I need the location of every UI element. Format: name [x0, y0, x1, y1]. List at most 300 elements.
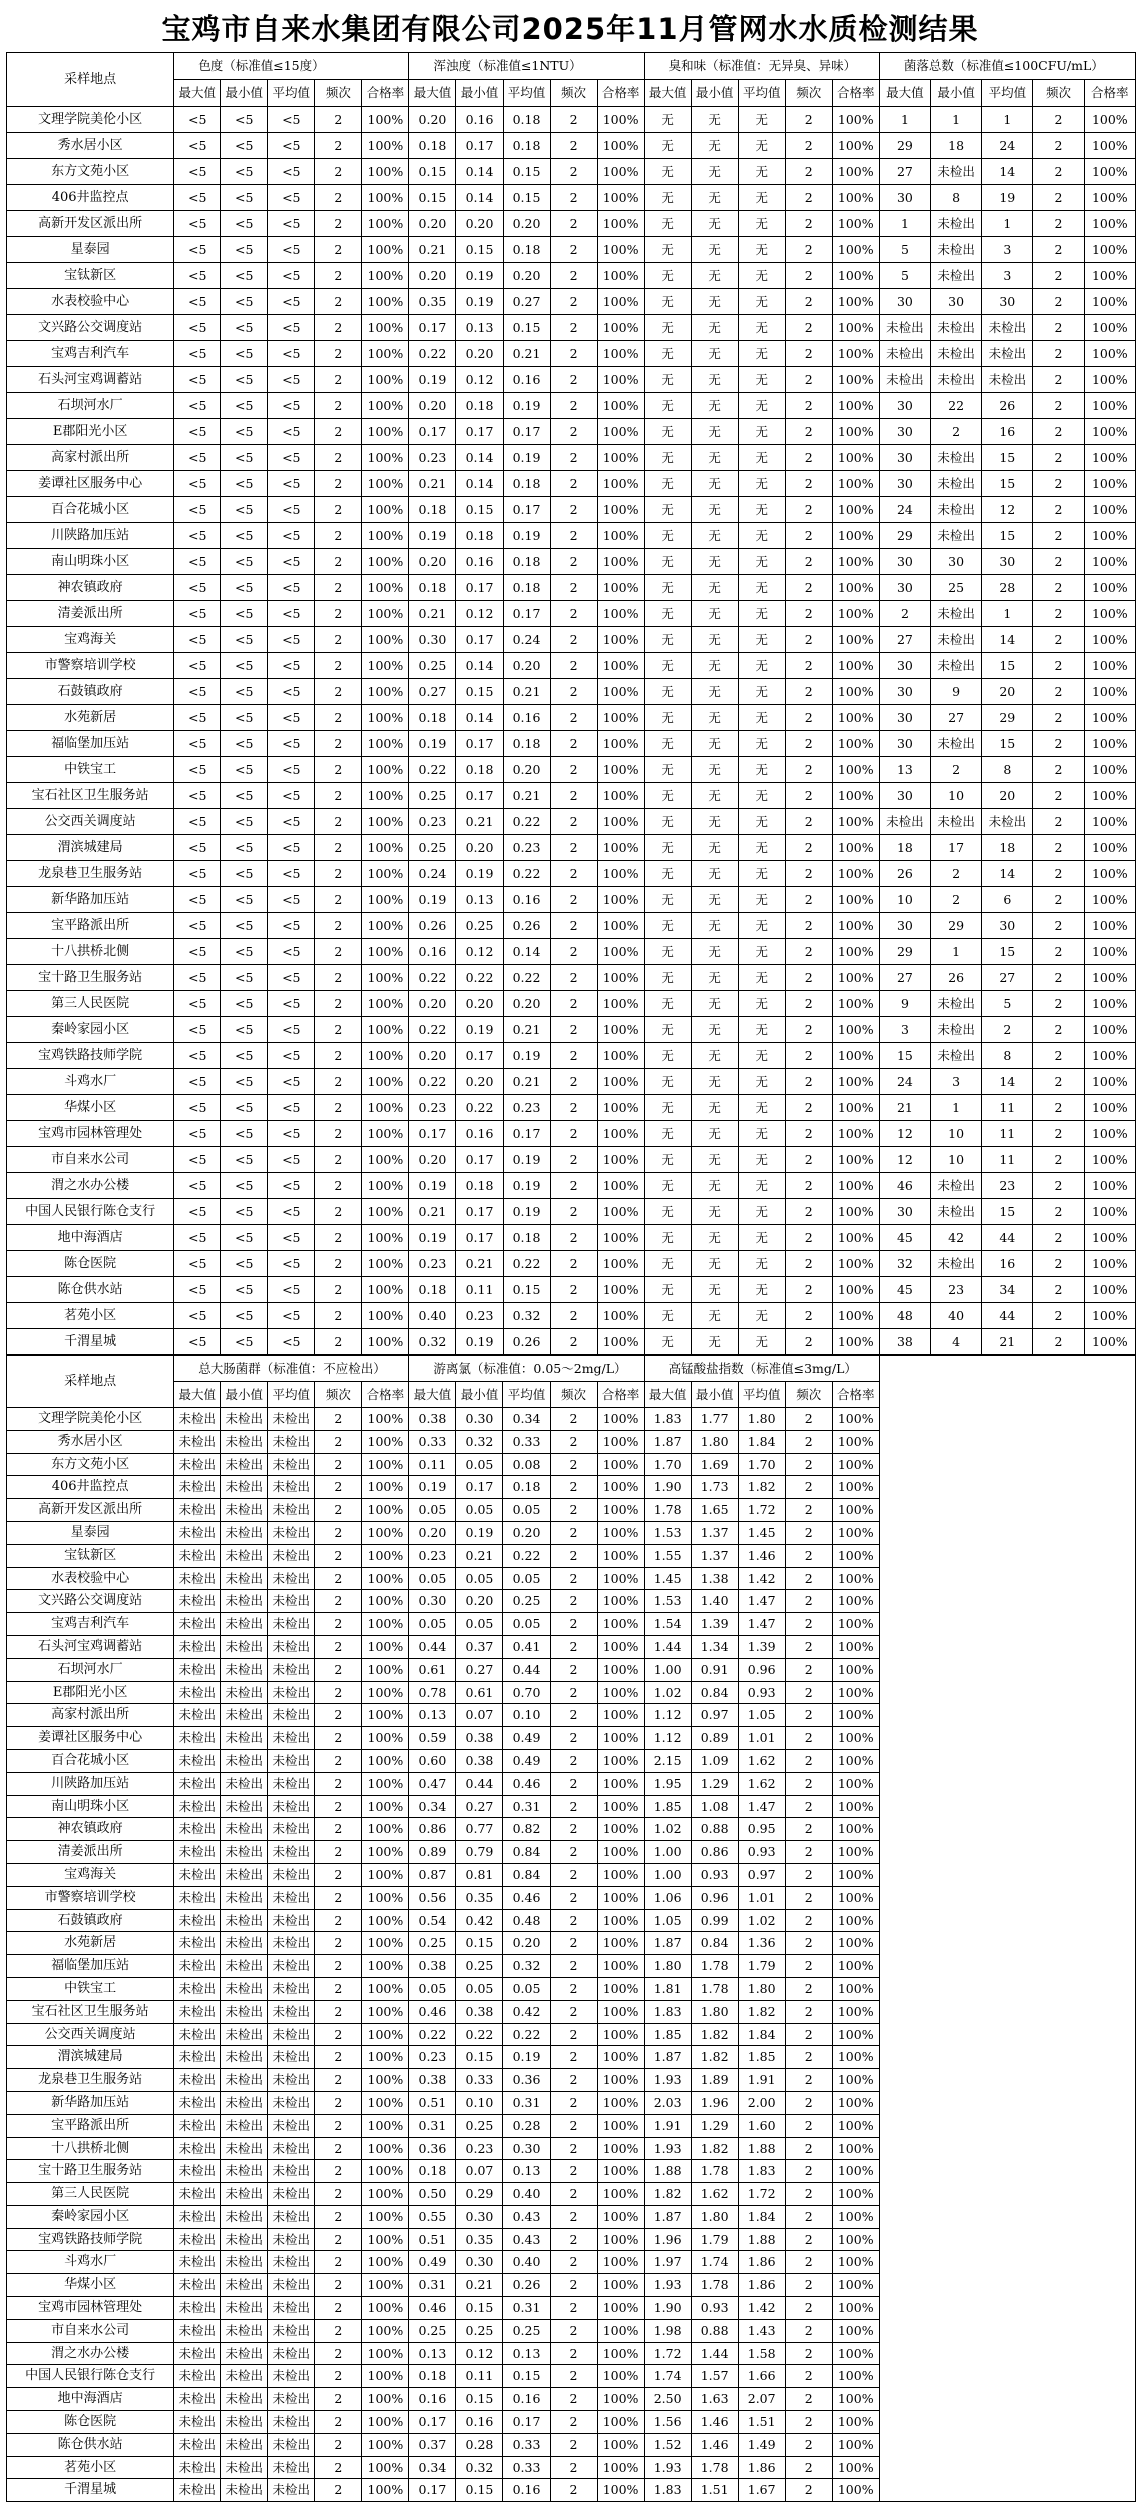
- location-cell: 文理学院美伦小区: [7, 107, 174, 133]
- value-cell: 14: [982, 861, 1033, 887]
- value-cell: 100%: [832, 991, 879, 1017]
- value-cell: 无: [738, 549, 785, 575]
- value-cell: 100%: [362, 705, 409, 731]
- value-cell: <5: [268, 757, 315, 783]
- value-cell: 0.17: [456, 731, 503, 757]
- value-cell: 2: [550, 1544, 597, 1567]
- value-cell: 2: [785, 1521, 832, 1544]
- value-cell: 未检出: [268, 1886, 315, 1909]
- value-cell: 21: [879, 1095, 930, 1121]
- value-cell: 1.01: [738, 1727, 785, 1750]
- value-cell: 0.18: [456, 393, 503, 419]
- value-cell: <5: [221, 289, 268, 315]
- value-cell: <5: [268, 965, 315, 991]
- value-cell: 未检出: [221, 1909, 268, 1932]
- results-table-2: [6, 1355, 1136, 2502]
- value-cell: 2: [785, 523, 832, 549]
- value-cell: 100%: [832, 809, 879, 835]
- value-cell: 无: [691, 497, 738, 523]
- value-cell: 1.85: [644, 1795, 691, 1818]
- value-cell: 30: [879, 653, 930, 679]
- table-row: [7, 263, 1136, 289]
- value-cell: 10: [879, 887, 930, 913]
- value-cell: 2: [315, 2046, 362, 2069]
- value-cell: 100%: [832, 2046, 879, 2069]
- value-cell: 2: [315, 1818, 362, 1841]
- value-cell: 100%: [362, 1727, 409, 1750]
- value-cell: 2: [1033, 1225, 1084, 1251]
- value-cell: 100%: [362, 2205, 409, 2228]
- value-cell: 2: [785, 1453, 832, 1476]
- value-cell: 无: [691, 679, 738, 705]
- value-cell: 1.44: [644, 1635, 691, 1658]
- value-cell: 100%: [362, 2388, 409, 2411]
- value-cell: 无: [691, 653, 738, 679]
- value-cell: 无: [738, 757, 785, 783]
- value-cell: 0.21: [503, 1069, 550, 1095]
- value-cell: 100%: [1084, 1225, 1135, 1251]
- value-cell: 2: [315, 1430, 362, 1453]
- value-cell: 100%: [832, 1329, 879, 1355]
- value-cell: 2: [785, 2228, 832, 2251]
- table-row: [7, 679, 1136, 705]
- value-cell: 100%: [832, 1521, 879, 1544]
- value-cell: 2: [550, 1681, 597, 1704]
- value-cell: 15: [982, 731, 1033, 757]
- value-cell: 0.16: [409, 2388, 456, 2411]
- value-cell: 无: [691, 783, 738, 809]
- value-cell: 2: [785, 653, 832, 679]
- value-cell: 2: [550, 419, 597, 445]
- value-cell: 2: [1033, 1121, 1084, 1147]
- value-cell: <5: [268, 809, 315, 835]
- value-cell: 100%: [597, 2000, 644, 2023]
- value-cell: 0.05: [456, 1613, 503, 1636]
- value-cell: 2: [550, 1863, 597, 1886]
- value-cell: <5: [174, 1043, 221, 1069]
- value-cell: 2: [785, 887, 832, 913]
- value-cell: 1: [931, 107, 982, 133]
- table-row: [7, 809, 1136, 835]
- value-cell: 未检出: [174, 2365, 221, 2388]
- value-cell: 100%: [1084, 991, 1135, 1017]
- value-cell: 100%: [832, 1567, 879, 1590]
- value-cell: 100%: [362, 1567, 409, 1590]
- location-cell: 川陕路加压站: [7, 1772, 174, 1795]
- value-cell: 100%: [362, 2365, 409, 2388]
- value-cell: 30: [982, 549, 1033, 575]
- value-cell: 10: [931, 1121, 982, 1147]
- table-row: [7, 1251, 1136, 1277]
- value-cell: 100%: [362, 1329, 409, 1355]
- value-cell: 未检出: [221, 1863, 268, 1886]
- value-cell: 100%: [362, 1453, 409, 1476]
- value-cell: 0.17: [456, 1199, 503, 1225]
- value-cell: 未检出: [268, 2183, 315, 2206]
- value-cell: 100%: [832, 861, 879, 887]
- value-cell: 0.93: [738, 1681, 785, 1704]
- value-cell: 未检出: [221, 1430, 268, 1453]
- value-cell: 无: [644, 159, 691, 185]
- value-cell: 0.08: [503, 1453, 550, 1476]
- value-cell: 0.27: [456, 1658, 503, 1681]
- subheader-cell: 最小值: [691, 80, 738, 107]
- value-cell: 2: [315, 1225, 362, 1251]
- value-cell: 0.22: [456, 2023, 503, 2046]
- value-cell: 2: [315, 2091, 362, 2114]
- value-cell: 0.23: [409, 1251, 456, 1277]
- value-cell: 无: [644, 627, 691, 653]
- value-cell: 14: [982, 159, 1033, 185]
- value-cell: 100%: [1084, 367, 1135, 393]
- value-cell: 0.84: [503, 1841, 550, 1864]
- value-cell: 100%: [362, 1430, 409, 1453]
- value-cell: 2: [785, 159, 832, 185]
- value-cell: 38: [879, 1329, 930, 1355]
- value-cell: 未检出: [931, 315, 982, 341]
- value-cell: 16: [982, 419, 1033, 445]
- location-cell: 宝鸡海关: [7, 1863, 174, 1886]
- value-cell: 2: [785, 1613, 832, 1636]
- value-cell: 2: [785, 1121, 832, 1147]
- value-cell: 2: [315, 185, 362, 211]
- value-cell: 2: [785, 1772, 832, 1795]
- value-cell: 0.18: [409, 2160, 456, 2183]
- value-cell: 2: [550, 1841, 597, 1864]
- value-cell: 100%: [597, 2091, 644, 2114]
- value-cell: 0.38: [409, 1955, 456, 1978]
- value-cell: 1.80: [738, 1408, 785, 1431]
- value-cell: 20: [982, 679, 1033, 705]
- value-cell: 2: [315, 705, 362, 731]
- value-cell: 1.38: [691, 1567, 738, 1590]
- value-cell: 100%: [832, 2183, 879, 2206]
- value-cell: 0.05: [503, 1977, 550, 2000]
- value-cell: 100%: [597, 1886, 644, 1909]
- value-cell: 未检出: [931, 237, 982, 263]
- value-cell: 未检出: [221, 2183, 268, 2206]
- value-cell: 100%: [832, 2114, 879, 2137]
- value-cell: 2: [550, 2114, 597, 2137]
- value-cell: 0.11: [456, 2365, 503, 2388]
- value-cell: 100%: [832, 2205, 879, 2228]
- value-cell: 未检出: [174, 1818, 221, 1841]
- value-cell: 0.05: [456, 1567, 503, 1590]
- value-cell: 1.84: [738, 2205, 785, 2228]
- value-cell: 0.14: [456, 705, 503, 731]
- value-cell: 无: [691, 991, 738, 1017]
- value-cell: <5: [268, 1303, 315, 1329]
- value-cell: <5: [268, 705, 315, 731]
- value-cell: <5: [174, 341, 221, 367]
- value-cell: 0.18: [503, 731, 550, 757]
- value-cell: 未检出: [268, 1590, 315, 1613]
- value-cell: 2: [550, 2023, 597, 2046]
- value-cell: 100%: [362, 2114, 409, 2137]
- value-cell: 未检出: [174, 2091, 221, 2114]
- value-cell: 100%: [362, 679, 409, 705]
- value-cell: 0.37: [409, 2433, 456, 2456]
- value-cell: 未检出: [931, 653, 982, 679]
- value-cell: 2: [315, 1841, 362, 1864]
- value-cell: 100%: [597, 2479, 644, 2502]
- value-cell: 100%: [362, 783, 409, 809]
- value-cell: 2: [550, 1955, 597, 1978]
- location-cell: 石鼓镇政府: [7, 679, 174, 705]
- value-cell: 2: [931, 861, 982, 887]
- value-cell: 100%: [597, 2388, 644, 2411]
- value-cell: <5: [268, 471, 315, 497]
- value-cell: 未检出: [268, 1749, 315, 1772]
- value-cell: 0.22: [503, 861, 550, 887]
- value-cell: 2: [785, 2023, 832, 2046]
- value-cell: 100%: [597, 523, 644, 549]
- value-cell: 0.18: [503, 133, 550, 159]
- location-cell: 陈仓供水站: [7, 2433, 174, 2456]
- value-cell: 2: [785, 809, 832, 835]
- value-cell: 未检出: [268, 2046, 315, 2069]
- value-cell: 无: [738, 705, 785, 731]
- subheader-cell: 频次: [315, 80, 362, 107]
- value-cell: 2: [550, 1303, 597, 1329]
- value-cell: 40: [931, 1303, 982, 1329]
- value-cell: 0.79: [456, 1841, 503, 1864]
- value-cell: 2: [315, 211, 362, 237]
- value-cell: 未检出: [221, 1977, 268, 2000]
- value-cell: <5: [268, 419, 315, 445]
- value-cell: 100%: [597, 2456, 644, 2479]
- value-cell: 2.07: [738, 2388, 785, 2411]
- value-cell: 100%: [597, 2183, 644, 2206]
- value-cell: 未检出: [268, 2114, 315, 2137]
- value-cell: 2: [315, 2342, 362, 2365]
- value-cell: <5: [174, 1069, 221, 1095]
- value-cell: 0.20: [409, 1521, 456, 1544]
- value-cell: 0.22: [409, 1017, 456, 1043]
- value-cell: 100%: [832, 2456, 879, 2479]
- value-cell: 0.27: [456, 1795, 503, 1818]
- value-cell: <5: [221, 575, 268, 601]
- value-cell: <5: [174, 991, 221, 1017]
- value-cell: 100%: [362, 263, 409, 289]
- value-cell: <5: [221, 1043, 268, 1069]
- value-cell: 0.31: [409, 2114, 456, 2137]
- location-cell: 公交西关调度站: [7, 2023, 174, 2046]
- value-cell: 23: [982, 1173, 1033, 1199]
- value-cell: 3: [982, 237, 1033, 263]
- value-cell: 无: [644, 991, 691, 1017]
- location-cell: 石头河宝鸡调蓄站: [7, 1635, 174, 1658]
- value-cell: <5: [221, 1147, 268, 1173]
- value-cell: 2: [550, 1795, 597, 1818]
- value-cell: 100%: [832, 2388, 879, 2411]
- location-cell: 市警察培训学校: [7, 653, 174, 679]
- value-cell: 未检出: [221, 2479, 268, 2502]
- value-cell: <5: [268, 1069, 315, 1095]
- value-cell: 2: [785, 2388, 832, 2411]
- value-cell: 2: [785, 1043, 832, 1069]
- value-cell: 100%: [1084, 835, 1135, 861]
- value-cell: 100%: [362, 1069, 409, 1095]
- value-cell: 未检出: [174, 2342, 221, 2365]
- value-cell: 0.32: [456, 1430, 503, 1453]
- value-cell: 100%: [362, 2319, 409, 2342]
- value-cell: 100%: [832, 237, 879, 263]
- value-cell: 无: [644, 1277, 691, 1303]
- value-cell: 100%: [597, 1251, 644, 1277]
- location-cell: 斗鸡水厂: [7, 2251, 174, 2274]
- value-cell: 无: [691, 315, 738, 341]
- value-cell: 1.84: [738, 1430, 785, 1453]
- value-cell: 1.78: [644, 1499, 691, 1522]
- location-cell: 石坝河水厂: [7, 1658, 174, 1681]
- value-cell: 100%: [1084, 1173, 1135, 1199]
- table-row: [7, 107, 1136, 133]
- value-cell: 2: [315, 1863, 362, 1886]
- value-cell: 2: [550, 965, 597, 991]
- value-cell: 2: [315, 1173, 362, 1199]
- value-cell: 2: [550, 1909, 597, 1932]
- table-row: [7, 1017, 1136, 1043]
- value-cell: 0.35: [456, 1886, 503, 1909]
- value-cell: <5: [221, 1017, 268, 1043]
- value-cell: 100%: [1084, 471, 1135, 497]
- location-cell: 第三人民医院: [7, 991, 174, 1017]
- value-cell: 2: [550, 783, 597, 809]
- value-cell: 100%: [1084, 913, 1135, 939]
- value-cell: 100%: [597, 1772, 644, 1795]
- location-cell: 东方文苑小区: [7, 1453, 174, 1476]
- value-cell: 2: [785, 1727, 832, 1750]
- value-cell: 100%: [832, 2479, 879, 2502]
- value-cell: 2: [785, 939, 832, 965]
- value-cell: 2: [315, 1453, 362, 1476]
- value-cell: 未检出: [879, 367, 930, 393]
- value-cell: 无: [738, 627, 785, 653]
- value-cell: 100%: [597, 263, 644, 289]
- value-cell: 0.70: [503, 1681, 550, 1704]
- value-cell: 3: [982, 263, 1033, 289]
- value-cell: 未检出: [221, 1955, 268, 1978]
- value-cell: 2: [785, 549, 832, 575]
- value-cell: 100%: [362, 1043, 409, 1069]
- subheader-cell: 频次: [550, 80, 597, 107]
- value-cell: 2: [315, 679, 362, 705]
- value-cell: 0.16: [503, 887, 550, 913]
- value-cell: 未检出: [174, 1932, 221, 1955]
- location-cell: 文兴路公交调度站: [7, 1590, 174, 1613]
- value-cell: 2: [550, 913, 597, 939]
- value-cell: 100%: [597, 1681, 644, 1704]
- value-cell: <5: [268, 1173, 315, 1199]
- value-cell: 0.36: [409, 2137, 456, 2160]
- value-cell: <5: [174, 211, 221, 237]
- table-row: [7, 523, 1136, 549]
- value-cell: 未检出: [174, 1658, 221, 1681]
- value-cell: 未检出: [221, 2160, 268, 2183]
- value-cell: 2: [315, 1069, 362, 1095]
- value-cell: 100%: [1084, 1095, 1135, 1121]
- value-cell: 未检出: [268, 2160, 315, 2183]
- value-cell: 未检出: [221, 1704, 268, 1727]
- table-row: [7, 601, 1136, 627]
- location-cell: 中国人民银行陈仓支行: [7, 2365, 174, 2388]
- value-cell: 2: [315, 1095, 362, 1121]
- value-cell: 100%: [362, 1841, 409, 1864]
- subheader-cell: 频次: [785, 1382, 832, 1408]
- value-cell: 2: [550, 185, 597, 211]
- value-cell: 4: [931, 1329, 982, 1355]
- value-cell: 未检出: [268, 2342, 315, 2365]
- value-cell: 无: [738, 471, 785, 497]
- value-cell: 未检出: [268, 2456, 315, 2479]
- value-cell: 2: [315, 1749, 362, 1772]
- value-cell: <5: [174, 133, 221, 159]
- value-cell: 0.22: [503, 1251, 550, 1277]
- value-cell: 2: [1033, 965, 1084, 991]
- value-cell: 100%: [362, 1635, 409, 1658]
- location-cell: 龙泉巷卫生服务站: [7, 2069, 174, 2092]
- value-cell: 无: [644, 445, 691, 471]
- table-row: [7, 549, 1136, 575]
- value-cell: 2: [315, 1017, 362, 1043]
- value-cell: 100%: [362, 1955, 409, 1978]
- value-cell: <5: [174, 393, 221, 419]
- value-cell: 2: [550, 2319, 597, 2342]
- value-cell: 1.84: [738, 2023, 785, 2046]
- table-row: [7, 913, 1136, 939]
- value-cell: 未检出: [931, 523, 982, 549]
- value-cell: 0.28: [503, 2114, 550, 2137]
- value-cell: 2: [550, 471, 597, 497]
- value-cell: 2: [550, 2000, 597, 2023]
- value-cell: 2: [550, 1521, 597, 1544]
- value-cell: <5: [221, 315, 268, 341]
- value-cell: 100%: [832, 965, 879, 991]
- value-cell: 无: [644, 601, 691, 627]
- value-cell: 未检出: [931, 471, 982, 497]
- value-cell: <5: [268, 835, 315, 861]
- value-cell: 0.18: [409, 497, 456, 523]
- value-cell: <5: [174, 445, 221, 471]
- value-cell: 100%: [362, 2160, 409, 2183]
- value-cell: 100%: [362, 315, 409, 341]
- value-cell: 100%: [597, 783, 644, 809]
- value-cell: 0.25: [409, 1932, 456, 1955]
- value-cell: 0.49: [503, 1727, 550, 1750]
- value-cell: 30: [879, 419, 930, 445]
- table-row: [7, 445, 1136, 471]
- value-cell: 2: [315, 1613, 362, 1636]
- value-cell: 2: [315, 913, 362, 939]
- value-cell: 1.62: [691, 2183, 738, 2206]
- value-cell: 0.21: [456, 1251, 503, 1277]
- value-cell: 未检出: [268, 2388, 315, 2411]
- value-cell: 1.96: [644, 2228, 691, 2251]
- value-cell: 2: [315, 2228, 362, 2251]
- value-cell: 100%: [362, 1521, 409, 1544]
- value-cell: 1.00: [644, 1658, 691, 1681]
- value-cell: 0.17: [456, 1476, 503, 1499]
- value-cell: 2: [785, 315, 832, 341]
- value-cell: 100%: [1084, 575, 1135, 601]
- value-cell: 2: [785, 575, 832, 601]
- value-cell: 1.82: [644, 2183, 691, 2206]
- value-cell: 100%: [362, 757, 409, 783]
- value-cell: 未检出: [174, 1590, 221, 1613]
- subheader-cell: 合格率: [597, 1382, 644, 1408]
- value-cell: 5: [879, 263, 930, 289]
